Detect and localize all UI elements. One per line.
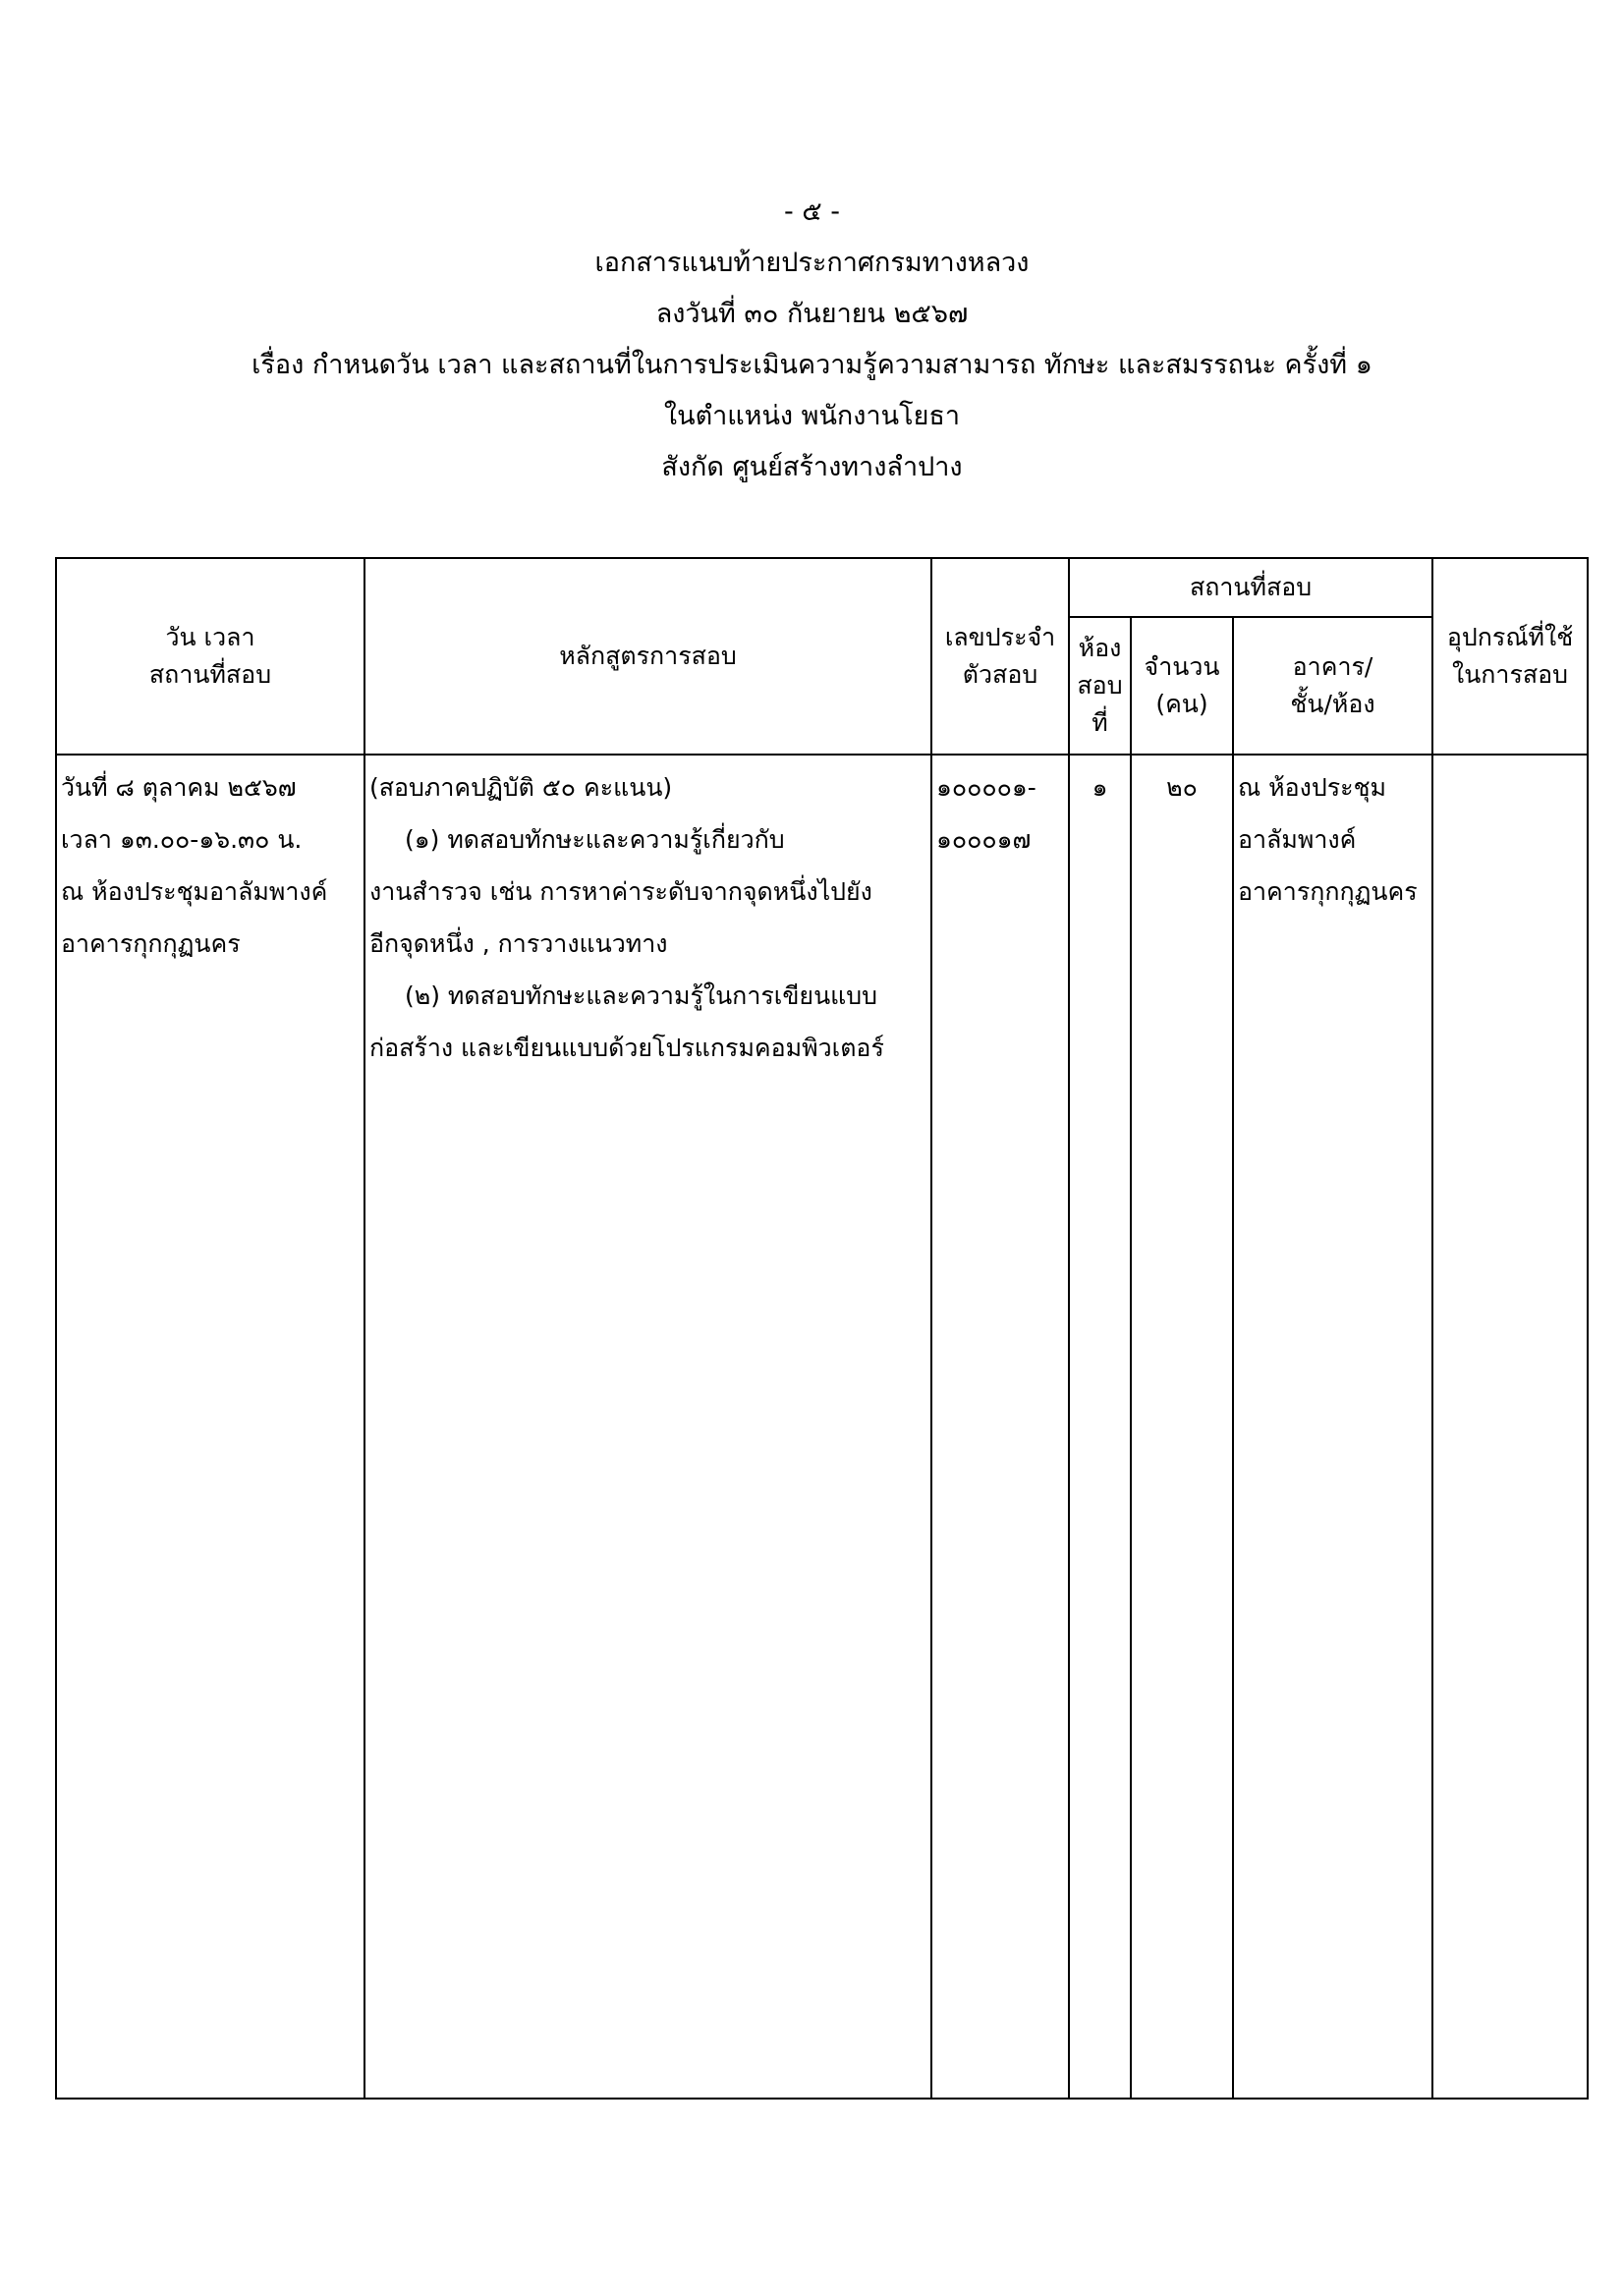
header-line-subject: เรื่อง กำหนดวัน เวลา และสถานที่ในการประเมินความรู้ความสามารถ ทักษะ และสมรรถนะ ครั้งที่ ๑ [252,350,1372,380]
cell-count: ๒๐ [1131,755,1233,2099]
header-curriculum: หลักสูตรการสอบ [364,558,931,755]
cell-curriculum [364,755,931,2099]
curriculum-item-1-cont: งานสำรวจ เช่น การหาค่าระดับจากจุดหนึ่งไปยัง [369,877,872,906]
header-line-attachment: เอกสารแนบท้ายประกาศกรมทางหลวง [594,248,1030,278]
building-line: อาลัมพางค์ [1238,825,1357,854]
table-row [56,755,1588,2099]
exam-schedule-table [55,557,1589,2100]
curriculum-item-1-cont: อีกจุดหนึ่ง , การวางแนวทาง [369,929,668,958]
header-venue-group: สถานที่สอบ [1069,558,1432,617]
curriculum-item-1: (๑) ทดสอบทักษะและความรู้เกี่ยวกับ [405,825,785,854]
header-line-affiliation: สังกัด ศูนย์สร้างทางลำปาง [661,452,963,482]
header-line-position: ในตำแหน่ง พนักงานโยธา [663,401,961,431]
header-equipment: อุปกรณ์ที่ใช้ ในการสอบ [1432,558,1588,755]
exam-time: เวลา ๑๓.๐๐-๑๖.๓๐ น. [61,825,303,854]
header-line-date: ลงวันที่ ๓๐ กันยายน ๒๕๖๗ [655,299,969,329]
cell-room: ๑ [1069,755,1131,2099]
building-line: อาคารกุกกุฏนคร [1238,877,1418,906]
header-count: จำนวน (คน) [1131,617,1233,755]
cell-exam-id [931,755,1069,2099]
page-number: - ๕ - [783,196,841,227]
exam-room: ณ ห้องประชุมอาลัมพางค์ [61,877,328,906]
cell-building [1233,755,1432,2099]
exam-date: วันที่ ๘ ตุลาคม ๒๕๖๗ [61,773,297,802]
building-line: ณ ห้องประชุม [1238,773,1387,802]
header-room: ห้อง สอบ ที่ [1069,617,1131,755]
header-exam-id: เลขประจำ ตัวสอบ [931,558,1069,755]
curriculum-title: (สอบภาคปฏิบัติ ๕๐ คะแนน) [369,773,673,802]
curriculum-item-2-cont: ก่อสร้าง และเขียนแบบด้วยโปรแกรมคอมพิวเตอร์ [369,1034,884,1062]
document-header [0,187,1624,493]
cell-date-place [56,755,364,2099]
curriculum-item-2: (๒) ทดสอบทักษะและความรู้ในการเขียนแบบ [405,981,878,1010]
exam-id-to: ๑๐๐๐๑๗ [936,825,1032,854]
exam-id-from: ๑๐๐๐๐๑- [936,773,1036,802]
exam-building: อาคารกุกกุฏนคร [61,929,241,958]
header-date-place: วัน เวลา สถานที่สอบ [56,558,364,755]
table-header-row [56,558,1588,617]
cell-equipment [1432,755,1588,2099]
header-building: อาคาร/ ชั้น/ห้อง [1233,617,1432,755]
